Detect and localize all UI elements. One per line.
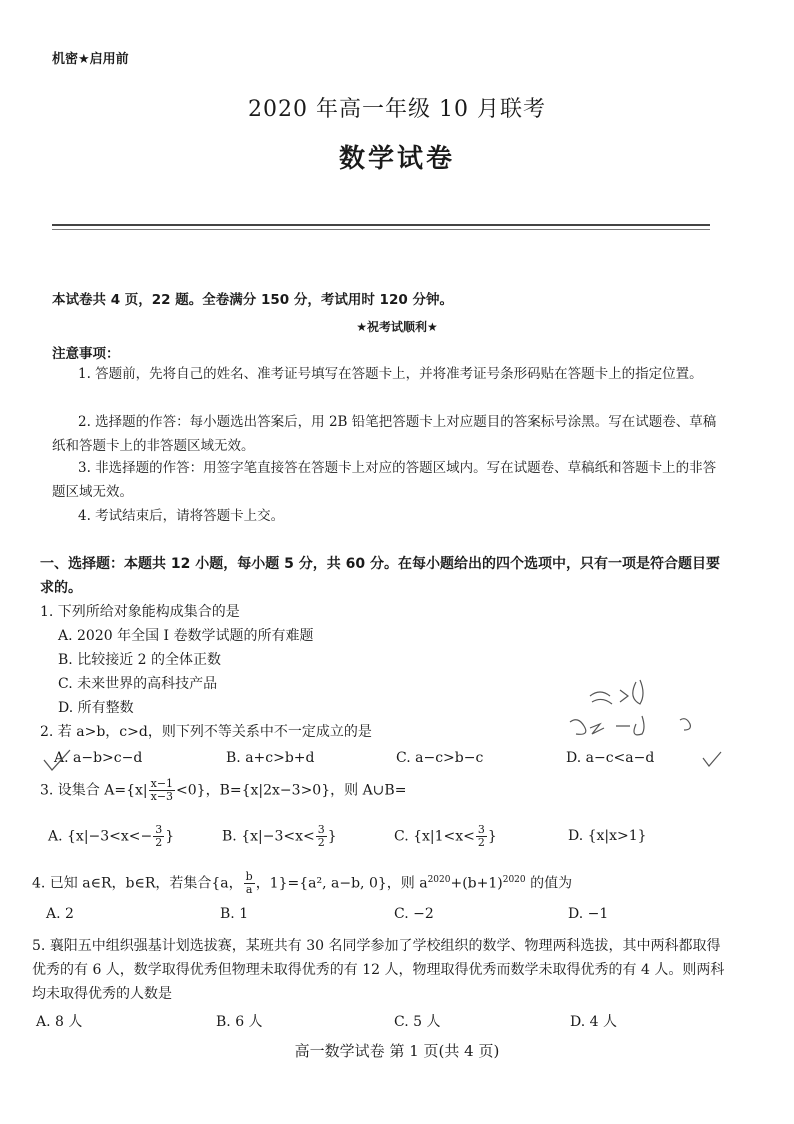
q3-option-c [394,824,564,849]
q3-option-b [222,824,392,849]
note-item: 4. 考试结束后，请将答题卡上交。 [78,508,285,524]
fraction-numerator: b [245,870,253,884]
fraction-numerator: x−1 [150,777,174,790]
q1-option-c: C. 未来世界的高科技产品 [58,676,218,692]
divider-line-thin [52,229,710,230]
checkmark-icon [700,748,724,770]
note-item: 1. 答题前，先将自己的姓名、准考证号填写在答题卡上，并将准考证号条形码贴在答题卡上的指定位置。 [78,366,703,382]
fraction-numerator: 3 [477,823,485,836]
q5-option-a: A. 8 人 [36,1014,83,1030]
q4-stem-part: +(b+1) [450,875,503,892]
section-heading: 一、选择题：本题共 12 小题，每小题 5 分，共 60 分。在每小题给出的四个选项中，只有一项是符合题目要求的。 [40,556,720,596]
exponent: 2020 [502,875,526,885]
q3-option-a [48,824,218,849]
option-text: } [165,828,175,845]
exam-info: 本试卷共 4 页，22 题。全卷满分 150 分，考试用时 120 分钟。 [52,292,453,308]
note-item: 3. 非选择题的作答：用签字笔直接答在答题卡上对应的答题区域内。写在试题卷、草稿纸和答题卡上的非答题区域无效。 [52,460,717,500]
q4-fraction [244,871,255,896]
q3-option-d: D. {x|x>1} [568,828,647,844]
question-4-stem [32,868,722,896]
question-5-stem: 5. 襄阳五中组织强基计划选拔赛，某班共有 30 名同学参加了学校组织的数学、物理两科选拔，其中两科都取得优秀的有 6 人，数学取得优秀但物理未取得优秀的有 12 人，物理取得优秀而数学未取得优秀的有 4 人。则两科均未取得优秀的人数是 [32,938,725,1002]
fraction [316,824,327,849]
q4-option-d: D. −1 [568,906,609,922]
exam-title: 2020 年高一年级 10 月联考 [248,97,546,122]
fraction-denominator: x−3 [150,790,174,803]
q5-option-d: D. 4 人 [570,1014,617,1030]
fraction [476,824,487,849]
q5-option-c: C. 5 人 [394,1014,441,1030]
q3-stem-part: 3. 设集合 A={x| [40,782,148,799]
note-item: 2. 选择题的作答：每小题选出答案后，用 2B 铅笔把答题卡上对应题目的答案标号涂黑。写在试题卷、草稿纸和答题卡上的非答题区域无效。 [52,414,717,454]
fraction-numerator: 3 [317,823,325,836]
option-text: C. {x|1<x< [394,828,475,845]
fraction-denominator: 2 [155,836,163,849]
q4-option-c: C. −2 [394,906,434,922]
q4-stem-part: 4. 已知 a∈R，b∈R，若集合{a， [32,875,243,892]
option-text: } [487,828,497,845]
q1-option-a: A. 2020 年全国 Ⅰ 卷数学试题的所有难题 [58,628,314,644]
question-2-stem: 2. 若 a>b，c>d，则下列不等关系中不一定成立的是 [40,724,372,740]
good-luck-banner: ★祝考试顺利★ [356,320,438,334]
q4-stem-part: ，1}={a², a−b, 0}，则 a [255,875,428,892]
q2-option-d: D. a−c<a−d [566,750,655,766]
fraction-numerator: 3 [155,823,163,836]
q2-option-c: C. a−c>b−c [396,750,484,766]
exponent: 2020 [427,875,451,885]
question-1-stem: 1. 下列所给对象能构成集合的是 [40,604,240,620]
q2-option-b: B. a+c>b+d [226,750,315,766]
option-text: } [327,828,337,845]
fraction-denominator: 2 [477,836,485,849]
fraction [153,824,164,849]
question-3-stem [40,778,730,803]
q4-option-b: B. 1 [220,906,249,922]
q5-option-b: B. 6 人 [216,1014,263,1030]
page-footer: 高一数学试卷 第 1 页(共 4 页) [294,1042,500,1060]
q2-option-a: A. a−b>c−d [54,750,143,766]
divider-line [52,224,710,226]
q1-option-d: D. 所有整数 [58,700,134,716]
fraction-denominator: a [245,883,253,897]
exam-subtitle: 数学试卷 [338,144,455,174]
q4-stem-part: 的值为 [525,875,573,892]
handwritten-notes-icon [560,676,720,756]
option-text: B. {x|−3<x< [222,828,315,845]
fraction-denominator: 2 [317,836,325,849]
q3-fraction [149,778,175,803]
confidential-mark: 机密★启用前 [52,52,129,67]
q3-stem-part: <0}，B={x|2x−3>0}，则 A∪B= [176,782,407,799]
option-text: A. {x|−3<x<− [48,828,153,845]
checkmark-icon [40,746,80,776]
notes-heading: 注意事项： [52,346,120,362]
q4-option-a: A. 2 [46,906,74,922]
q1-option-b: B. 比较接近 2 的全体正数 [58,652,221,668]
